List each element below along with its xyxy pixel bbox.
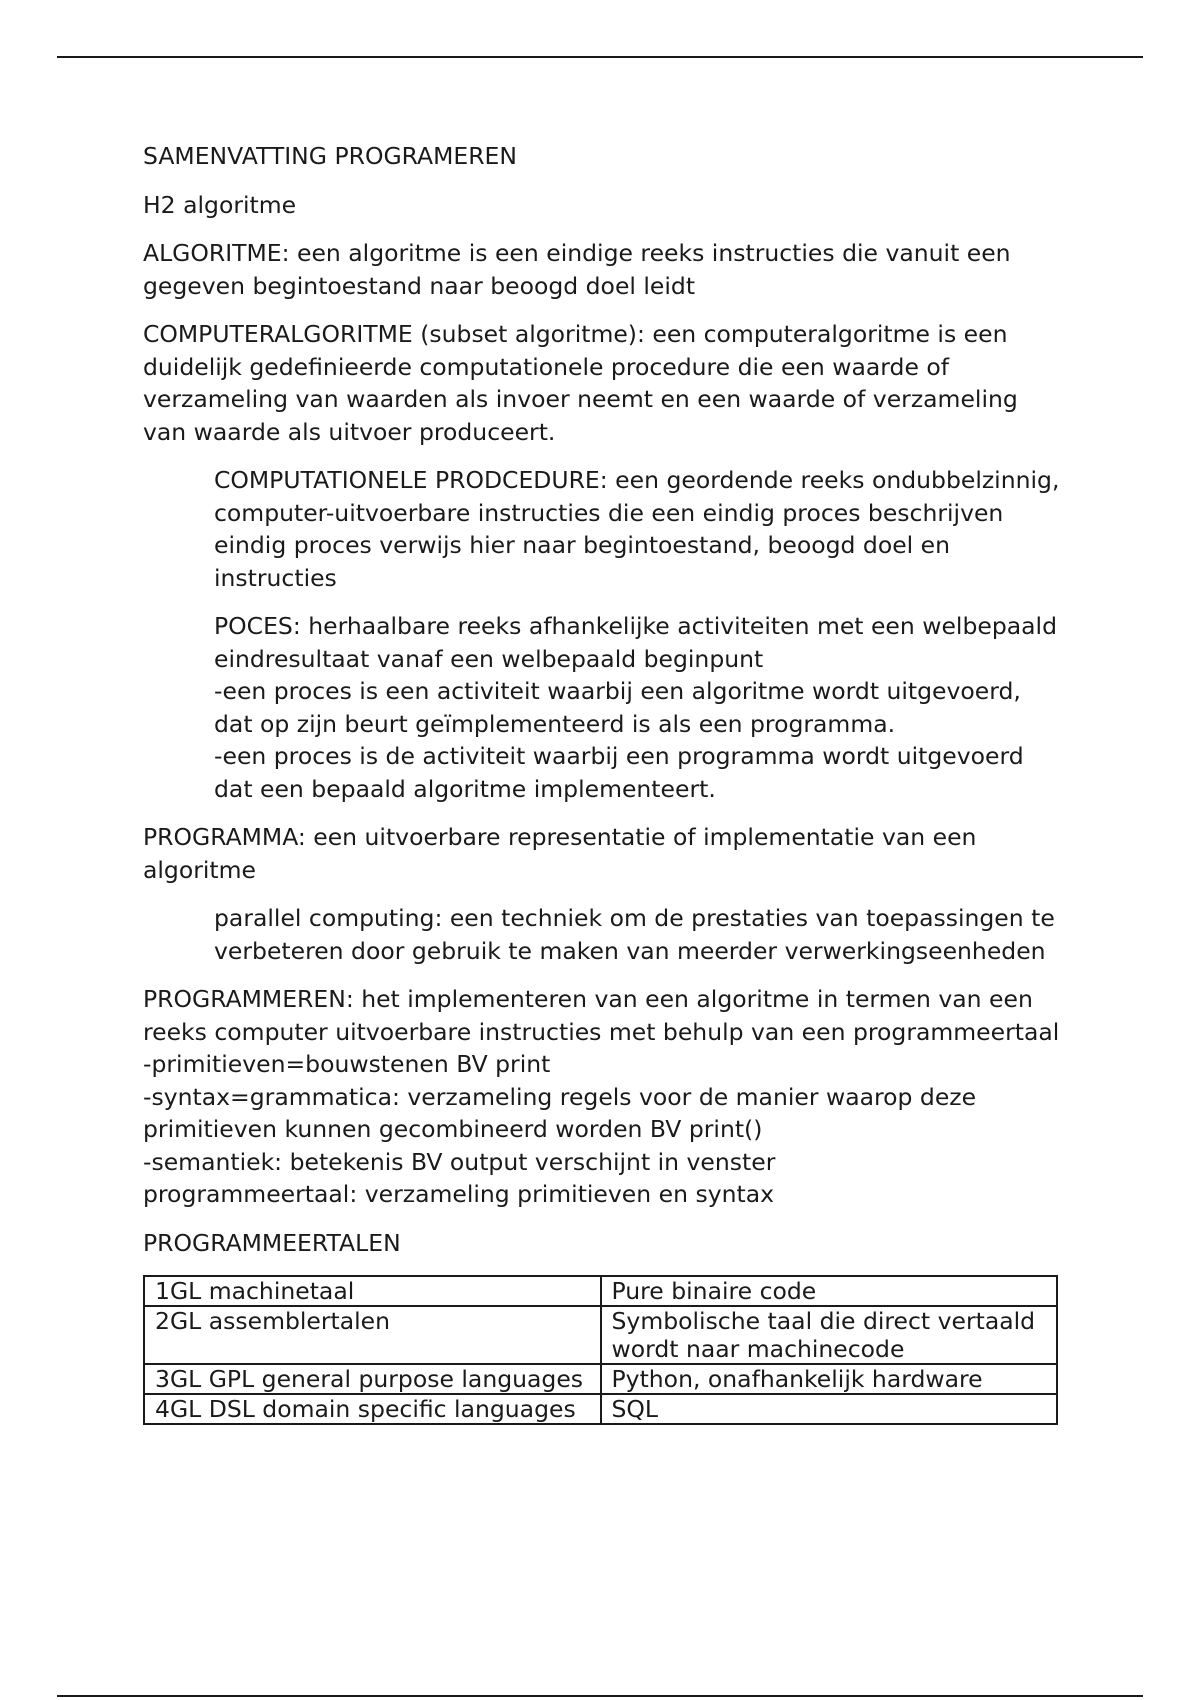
- table-cell: Pure binaire code: [601, 1276, 1058, 1306]
- definition-computeralgoritme: COMPUTERALGORITME (subset algoritme): een computeralgoritme is een duidelijk gedefinieerde computationele procedure die een waarde of verzameling van waarden als invoer neemt en een waarde of verzameling van waarde als uitvoer produceert.: [143, 320, 1018, 446]
- proces-line-3: -een proces is de activiteit waarbij een programma wordt uitgevoerd dat een bepaald algoritme implementeert.: [214, 742, 1024, 803]
- document-body: [143, 140, 1063, 1425]
- table-cell: 1GL machinetaal: [144, 1276, 601, 1306]
- definition-computationele-procedure: [214, 464, 1063, 594]
- table-cell: 4GL DSL domain specific languages: [144, 1394, 601, 1424]
- bottom-divider: [57, 1695, 1143, 1697]
- definition-programmeren: [143, 983, 1063, 1211]
- programmeren-line-5: programmeertaal: verzameling primitieven en syntax: [143, 1180, 775, 1208]
- table-cell: Symbolische taal die direct vertaald wordt naar machinecode: [601, 1306, 1058, 1364]
- definition-proces: [214, 610, 1063, 805]
- table-row: [144, 1276, 1057, 1306]
- chapter-heading: H2 algoritme: [143, 190, 297, 219]
- computationele-line-1: COMPUTATIONELE PRODCEDURE: een geordende reeks ondubbelzinnig, computer-uitvoerbare instructies die een eindig proces beschrijven: [214, 466, 1060, 527]
- definition-programma: PROGRAMMA: een uitvoerbare representatie of implementatie van een algoritme: [143, 823, 977, 884]
- top-divider: [57, 56, 1143, 58]
- computationele-line-2: eindig proces verwijs hier naar begintoestand, beoogd doel en instructies: [214, 531, 951, 592]
- table-row: [144, 1394, 1057, 1424]
- table-cell: Python, onafhankelijk hardware: [601, 1364, 1058, 1394]
- proces-line-2: -een proces is een activiteit waarbij een algoritme wordt uitgevoerd, dat op zijn beurt geïmplementeerd is als een programma.: [214, 677, 1021, 738]
- programmeren-line-4: -semantiek: betekenis BV output verschijnt in venster: [143, 1147, 776, 1176]
- table-cell: SQL: [601, 1394, 1058, 1424]
- document-title: SAMENVATTING PROGRAMEREN: [143, 142, 517, 170]
- proces-line-1: POCES: herhaalbare reeks afhankelijke activiteiten met een welbepaald eindresultaat vanaf een welbepaald beginpunt: [214, 612, 1058, 673]
- table-cell: 2GL assemblertalen: [144, 1306, 601, 1364]
- languages-table: [143, 1275, 1058, 1425]
- programmeren-line-2: -primitieven=bouwstenen BV print: [143, 1050, 551, 1078]
- languages-heading: PROGRAMMEERTALEN: [143, 1228, 401, 1257]
- programmeren-line-3: -syntax=grammatica: verzameling regels voor de manier waarop deze primitieven kunnen gecombineerd worden BV print(): [143, 1082, 977, 1143]
- definition-algoritme: ALGORITME: een algoritme is een eindige reeks instructies die vanuit een gegeven begintoestand naar beoogd doel leidt: [143, 239, 1011, 300]
- table-row: [144, 1306, 1057, 1364]
- table-row: [144, 1364, 1057, 1394]
- table-cell: 3GL GPL general purpose languages: [144, 1364, 601, 1394]
- definition-parallel-computing: parallel computing: een techniek om de prestaties van toepassingen te verbeteren door gebruik te maken van meerder verwerkingseenheden: [214, 904, 1055, 965]
- programmeren-line-1: PROGRAMMEREN: het implementeren van een algoritme in termen van een reeks computer uitvoerbare instructies met behulp van een programmeertaal: [143, 985, 1060, 1046]
